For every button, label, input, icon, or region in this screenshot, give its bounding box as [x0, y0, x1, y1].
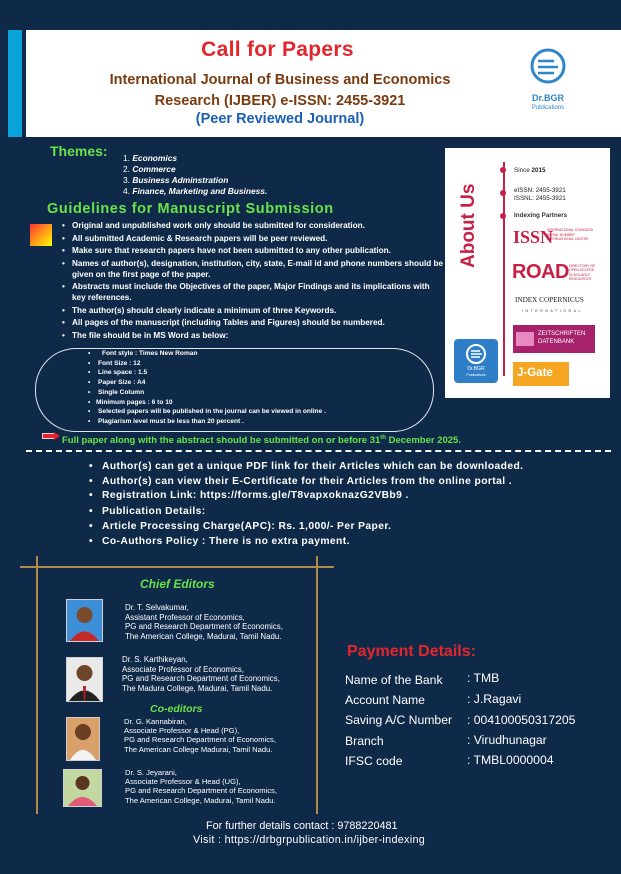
website-link[interactable]: Visit : https://drbgrpublication.in/ijber-indexing — [193, 834, 426, 846]
co-editor-1: Dr. G. Kannabiran, Associate Professor & Head (PG), PG and Research Department of Economics, The American College Madurai, Tamil Nadu. — [124, 717, 276, 754]
spec-item: • Plagiarism level must be less than 20 percent . — [86, 417, 326, 427]
chief-editor-1: Dr. T. Selvakumar, Assistant Professor of Economics, PG and Research Department of Economics, The American College, Madurai, Tamil Nadu. — [125, 603, 283, 641]
theme-item: 4. Finance, Marketing and Business. — [123, 186, 268, 196]
timeline-dot — [500, 190, 506, 196]
timeline-dot — [500, 167, 506, 173]
info-list — [100, 460, 523, 549]
submission-deadline: Full paper along with the abstract should be submitted on or before 31th December 2025. — [62, 435, 461, 447]
decorative-square — [30, 224, 52, 246]
publisher-name: Dr.BGR — [531, 93, 564, 103]
spec-item: • Paper Size : A4 — [86, 378, 326, 388]
editors-frame — [36, 556, 38, 814]
guidelines-heading: Guidelines for Manuscript Submission — [47, 201, 334, 217]
theme-item: 3. Business Adminstration — [123, 175, 229, 185]
contact-line: For further details contact : 9788220481 — [206, 820, 398, 832]
indexing-partners-heading: Indexing Partners — [514, 212, 568, 219]
theme-item: 2. Commerce — [123, 164, 176, 174]
guideline-item: • All submitted Academic & Research papers will be peer reviewed. — [60, 233, 445, 244]
arrow-right-icon — [42, 432, 60, 440]
guideline-item: • Names of author(s), designation, institution, city, state, E-mail id and phone numbers should be given on the first page of the paper. — [60, 258, 445, 280]
co-editors-heading: Co-editors — [150, 703, 203, 715]
payment-label: Branch — [345, 734, 384, 748]
issn-sub: INTERNATIONAL STANDARD SERIAL NUMBER INTERNATIONAL CENTRE — [547, 228, 594, 241]
zdb-logo-text: ZEITSCHRIFTEN DATENBANK — [538, 331, 586, 345]
peer-reviewed-label: (Peer Reviewed Journal) — [195, 111, 365, 127]
payment-value: : TMB — [467, 671, 500, 685]
spec-item: • Selected papers will be published in the journal can be viewed in online . — [86, 407, 326, 417]
file-spec-list — [86, 349, 326, 427]
info-item: • Publication Details: — [100, 505, 523, 520]
spec-item: • Line space : 1.5 — [86, 368, 326, 378]
themes-heading: Themes: — [50, 143, 108, 159]
chief-editors-heading: Chief Editors — [140, 577, 215, 591]
spec-item: • Font style : Times New Roman — [86, 349, 326, 359]
about-since: Since 2015 — [514, 167, 546, 174]
publisher-sub: Publications — [531, 105, 565, 111]
payment-heading: Payment Details: — [347, 643, 476, 660]
road-sub: DIRECTORY OF OPEN ACCESS SCHOLARLY RESOURCES — [569, 264, 596, 281]
themes-list — [123, 153, 267, 197]
editor-photo — [66, 717, 100, 761]
editor-photo — [63, 769, 102, 807]
info-item: • Co-Authors Policy : There is no extra payment. — [100, 535, 523, 550]
payment-value: : J.Ragavi — [467, 692, 522, 706]
timeline-dot — [500, 213, 506, 219]
page-title: Call for Papers — [201, 38, 354, 61]
about-us-heading — [446, 175, 486, 270]
journal-name-line2: Research (IJBER) e-ISSN: 2455-3921 — [154, 93, 406, 109]
registration-link[interactable]: • Registration Link: https://forms.gle/T8vapxoknazG2VBb9 . — [100, 489, 523, 504]
jgate-logo-text: J-Gate — [517, 367, 553, 379]
payment-label: Name of the Bank — [345, 673, 443, 687]
info-item: • Author(s) can view their E-Certificate for their Articles from the online portal . — [100, 475, 523, 490]
road-logo: ROAD — [512, 261, 569, 283]
payment-value: : 004100050317205 — [467, 713, 576, 727]
editor-photo — [66, 599, 103, 642]
payment-value: : Virudhunagar — [467, 733, 547, 747]
spec-item: • Single Column — [86, 388, 326, 398]
guideline-item: • The author(s) should clearly indicate a minimum of three Keywords. — [60, 305, 445, 316]
payment-label: IFSC code — [345, 754, 403, 768]
zdb-logo-mark — [516, 332, 534, 346]
payment-label: Saving A/C Number — [345, 713, 453, 727]
guideline-item: • Make sure that research papers have not been submitted to any other publication. — [60, 245, 445, 256]
info-item: • Article Processing Charge(APC): Rs. 1,000/- Per Paper. — [100, 520, 523, 535]
dr-bgr-mini-text: Dr.BGR Publications — [466, 366, 486, 377]
co-editor-2: Dr. S. Jeyarani, Associate Professor & Head (UG), PG and Research Department of Economics, The American College, Madurai, Tamil Nadu. — [125, 768, 277, 805]
editors-frame — [316, 556, 318, 814]
dr-bgr-mini-icon — [464, 342, 488, 366]
index-copernicus-logo: INDEX COPERNICUS — [515, 296, 584, 304]
chief-editor-2: Dr. S. Karthikeyan, Associate Professor of Economics, PG and Research Department of Economics, The Madura College, Madurai, Tamil Nadu. — [122, 655, 280, 693]
guidelines-list — [60, 220, 445, 342]
svg-text:About Us: About Us — [458, 183, 479, 268]
spec-item: • Minimum pages : 6 to 10 — [86, 398, 326, 408]
about-issnl: ISSNL: 2455-3921 — [514, 195, 566, 202]
guideline-item: • Abstracts must include the Objectives of the paper, Major Findings and its implications with key references. — [60, 281, 445, 303]
editor-photo — [66, 657, 103, 702]
spec-item: • Font Size : 12 — [86, 359, 326, 369]
theme-item: 1. Economics — [123, 153, 178, 163]
editors-frame — [20, 566, 334, 568]
guideline-item: • All pages of the manuscript (including Tables and Figures) should be numbered. — [60, 317, 445, 328]
section-divider — [26, 450, 611, 452]
payment-value: : TMBL0000004 — [467, 753, 554, 767]
publisher-logo-text — [514, 93, 582, 113]
guideline-item: • Original and unpublished work only should be submitted for consideration. — [60, 220, 445, 231]
payment-label: Account Name — [345, 693, 425, 707]
guideline-item: • The file should be in MS Word as below: — [60, 330, 445, 341]
journal-name-line1: International Journal of Business and Economics — [109, 72, 451, 88]
info-item: • Author(s) can get a unique PDF link for their Articles which can be downloaded. — [100, 460, 523, 475]
issn-logo: ISSN — [513, 227, 554, 247]
about-eissn: eISSN: 2455-3921 — [514, 187, 566, 194]
index-copernicus-sub: INTERNATIONAL — [522, 309, 583, 313]
